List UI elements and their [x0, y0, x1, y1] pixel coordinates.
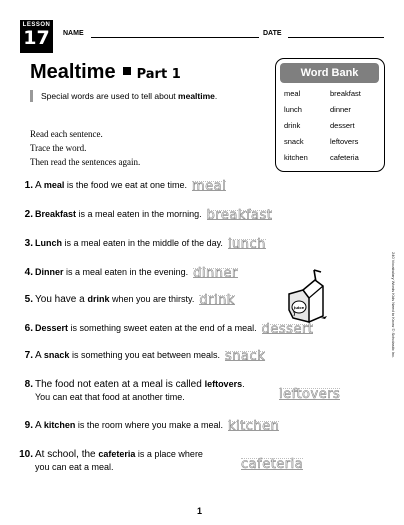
sentence-text: A — [35, 420, 44, 431]
trace-word[interactable]: drink — [199, 293, 235, 308]
sentence-keyword: Dessert — [35, 323, 69, 333]
sentence-text: You have a — [35, 294, 88, 305]
trace-word[interactable]: lunch — [227, 237, 266, 252]
sentence-number: 10. — [19, 449, 33, 460]
sentence-number: 4. — [24, 267, 33, 278]
word-bank-word: dessert — [330, 121, 355, 130]
word-bank-word: kitchen — [284, 153, 308, 162]
sentence-keyword: kitchen — [43, 420, 76, 430]
word-bank-list — [284, 89, 380, 162]
sentence-number: 5. — [24, 294, 33, 305]
sentence-keyword: meal — [43, 180, 65, 190]
sentence-number: 3. — [24, 238, 33, 249]
sentence-keyword: Dinner — [35, 267, 64, 277]
sentence-keyword: cafeteria — [98, 449, 136, 459]
sentence-1 — [18, 179, 226, 193]
word-bank-title: Word Bank — [280, 63, 379, 83]
sentence-text: The food not eaten at a meal is called — [35, 379, 205, 390]
sentence-number: 2. — [24, 209, 33, 220]
intro-callout — [30, 90, 255, 102]
sentence-number: 1. — [24, 180, 33, 191]
word-bank-word: leftovers — [330, 137, 359, 146]
word-bank-word: snack — [284, 137, 304, 146]
lesson-label: LESSON — [22, 22, 51, 28]
sentence-keyword: Lunch — [35, 238, 62, 248]
sentence-9 — [18, 419, 279, 433]
sentence-text: A — [35, 350, 44, 361]
side-credit — [388, 252, 396, 422]
sentence-2 — [18, 208, 272, 222]
trace-word[interactable]: cafeteria — [241, 457, 304, 472]
sentence-number: 7. — [24, 350, 33, 361]
word-bank — [275, 58, 385, 172]
word-bank-word: meal — [284, 89, 301, 98]
sentence-text: . — [242, 379, 245, 389]
date-field-line[interactable] — [288, 37, 384, 38]
name-field-line[interactable] — [91, 37, 259, 38]
sentence-text: is something sweet eaten at the end of a meal. — [68, 323, 257, 333]
sentence-keyword: leftovers — [204, 379, 243, 389]
juice-box-label: Juice — [293, 305, 305, 310]
trace-word[interactable]: snack — [225, 349, 266, 364]
sentence-text: is a meal eaten in the morning. — [76, 209, 202, 219]
page-title — [30, 61, 181, 84]
title-part: Part 1 — [136, 67, 181, 82]
sentence-keyword: drink — [87, 294, 110, 304]
title-main: Mealtime — [30, 61, 116, 83]
lesson-number: 17 — [23, 27, 50, 49]
intro-keyword: mealtime — [178, 91, 215, 101]
trace-word[interactable]: breakfast — [206, 208, 273, 223]
sentence-number: 9. — [24, 420, 33, 431]
name-label: NAME — [63, 30, 84, 37]
sentence-keyword: snack — [43, 350, 70, 360]
sentence-text: is the room where you make a meal. — [75, 420, 223, 430]
sentence-4 — [18, 266, 238, 280]
sentence-text: At school, the — [35, 449, 99, 460]
sentence-text: You can eat that food at another time. — [35, 392, 185, 402]
direction-line: Trace the word. — [30, 143, 87, 153]
side-credit-text: 240 Vocabulary Words Kids Need to Know © Scholastic Inc. — [391, 252, 396, 359]
sentence-text: is something you eat between meals. — [69, 350, 221, 360]
sentence-5 — [18, 293, 235, 307]
intro-text: Special words are used to tell about — [41, 91, 179, 101]
page-number: 1 — [197, 506, 203, 516]
sentence-text: when you are thirsty. — [109, 294, 195, 304]
sentence-10 — [18, 448, 203, 474]
trace-word[interactable]: kitchen — [228, 419, 280, 434]
direction-line: Then read the sentences again. — [30, 157, 141, 167]
word-bank-word: drink — [284, 121, 301, 130]
word-bank-word: lunch — [284, 105, 302, 114]
word-bank-word: dinner — [330, 105, 351, 114]
intro-end: . — [214, 91, 218, 101]
sentence-number: 8. — [24, 379, 33, 390]
directions — [30, 127, 140, 169]
word-bank-word: cafeteria — [330, 153, 359, 162]
sentence-text: is a meal eaten in the evening. — [63, 267, 189, 277]
sentence-number: 6. — [24, 323, 33, 334]
sentence-3 — [18, 237, 266, 251]
sentence-text: is the food we eat at one time. — [64, 180, 187, 190]
sentence-6 — [18, 322, 313, 336]
direction-line: Read each sentence. — [30, 129, 103, 139]
sentence-text: is a place where — [135, 449, 203, 459]
sentence-text: A — [35, 180, 44, 191]
word-bank-word: breakfast — [330, 89, 361, 98]
sentence-text: you can eat a meal. — [35, 462, 114, 472]
date-label: DATE — [263, 30, 282, 37]
lesson-badge — [20, 20, 53, 53]
sentence-8 — [18, 378, 245, 404]
trace-word[interactable]: dinner — [193, 266, 238, 281]
sentence-7 — [18, 349, 265, 363]
juice-box-illustration — [285, 268, 335, 324]
trace-word[interactable]: leftovers — [279, 387, 341, 402]
trace-word[interactable]: meal — [192, 179, 227, 194]
sentence-keyword: Breakfast — [35, 209, 77, 219]
square-bullet-icon — [123, 67, 131, 75]
trace-word[interactable]: dessert — [261, 322, 314, 337]
sentence-text: is a meal eaten in the middle of the day. — [62, 238, 223, 248]
